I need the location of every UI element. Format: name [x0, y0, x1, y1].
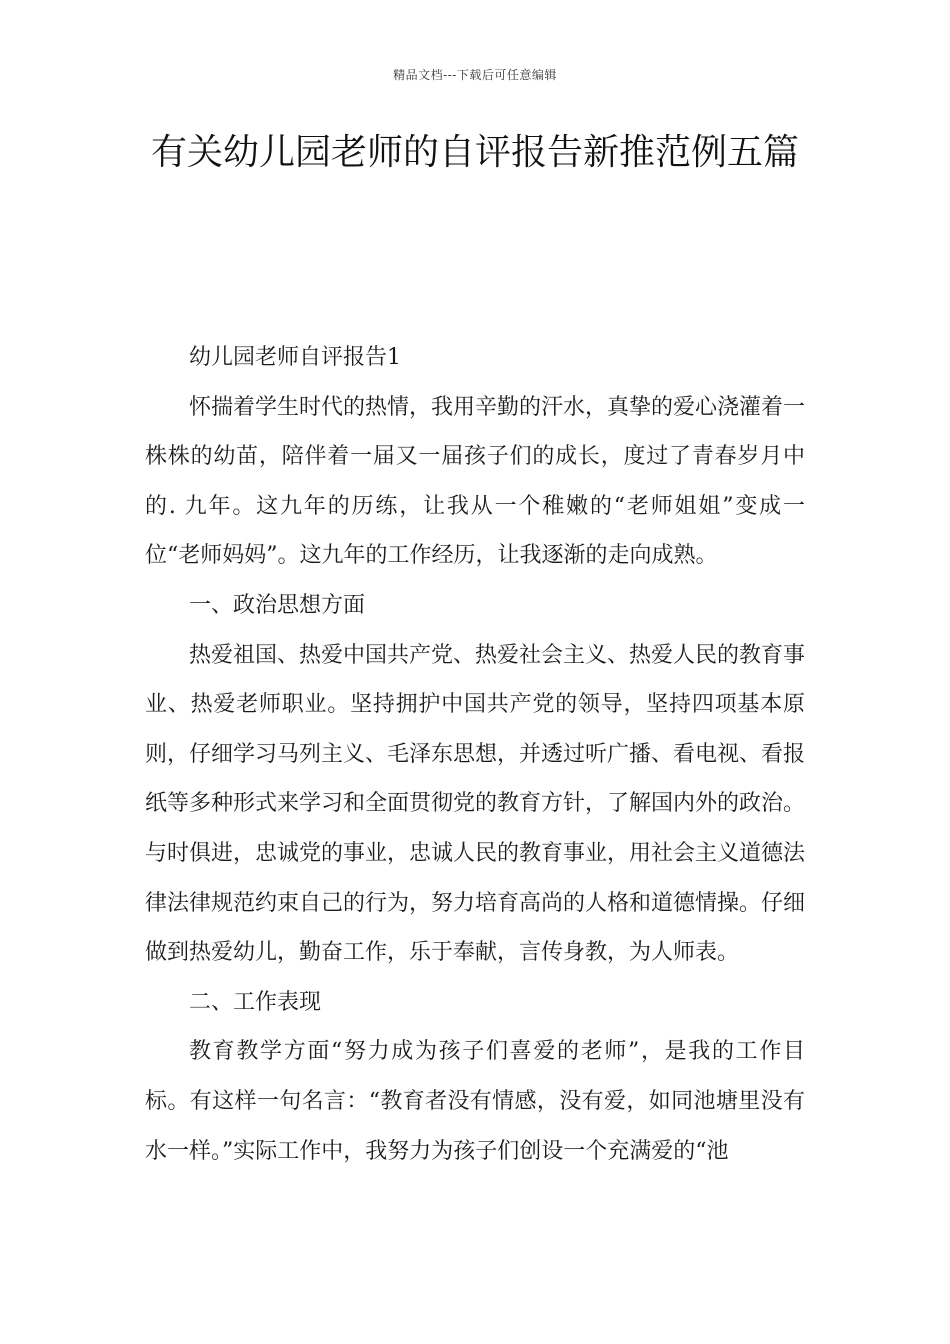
header-note: 精品文档---下载后可任意编辑 [393, 68, 557, 82]
section-heading: 二、工作表现 [189, 989, 322, 1015]
section-heading: 幼儿园老师自评报告1 [189, 345, 401, 370]
body-paragraph: 热爱祖国、热爱中国共产党、热爱社会主义、热爱人民的教育事业、热爱老师职业。坚持拥护中国共产党的领导，坚持四项基本原则，仔细学习马列主义、毛泽东思想，并透过听广播、看电视、看报纸等多种形式来学习和全面贯彻党的教育方针，了解国内外的政治。与时俱进，忠诚党的事业，忠诚人民的教育事业，用社会主义道德法律法律规范约束自己的行为，努力培育高尚的人格和道德情操。仔细做到热爱幼儿，勤奋工作，乐于奉献，言传身教，为人师表。 [145, 642, 806, 966]
document-title: 有关幼儿园老师的自评报告新推范例五篇 [150, 132, 799, 173]
document-body [145, 333, 805, 1176]
body-paragraph: 教育教学方面“努力成为孩子们喜爱的老师”，是我的工作目标。有这样一句名言：“教育者没有情感，没有爱，如同池塘里没有水一样。”实际工作中，我努力为孩子们创设一个充满爱的“池 [145, 1039, 805, 1164]
body-paragraph: 怀揣着学生时代的热情，我用辛勤的汗水，真挚的爱心浇灌着一株株的幼苗，陪伴着一届又一届孩子们的成长，度过了青春岁月中的. 九年。这九年的历练，让我从一个稚嫩的“老师姐姐”变成一位“老师妈妈”。这九年的工作经历，让我逐渐的走向成熟。 [145, 394, 806, 569]
section-heading: 一、政治思想方面 [189, 592, 366, 618]
